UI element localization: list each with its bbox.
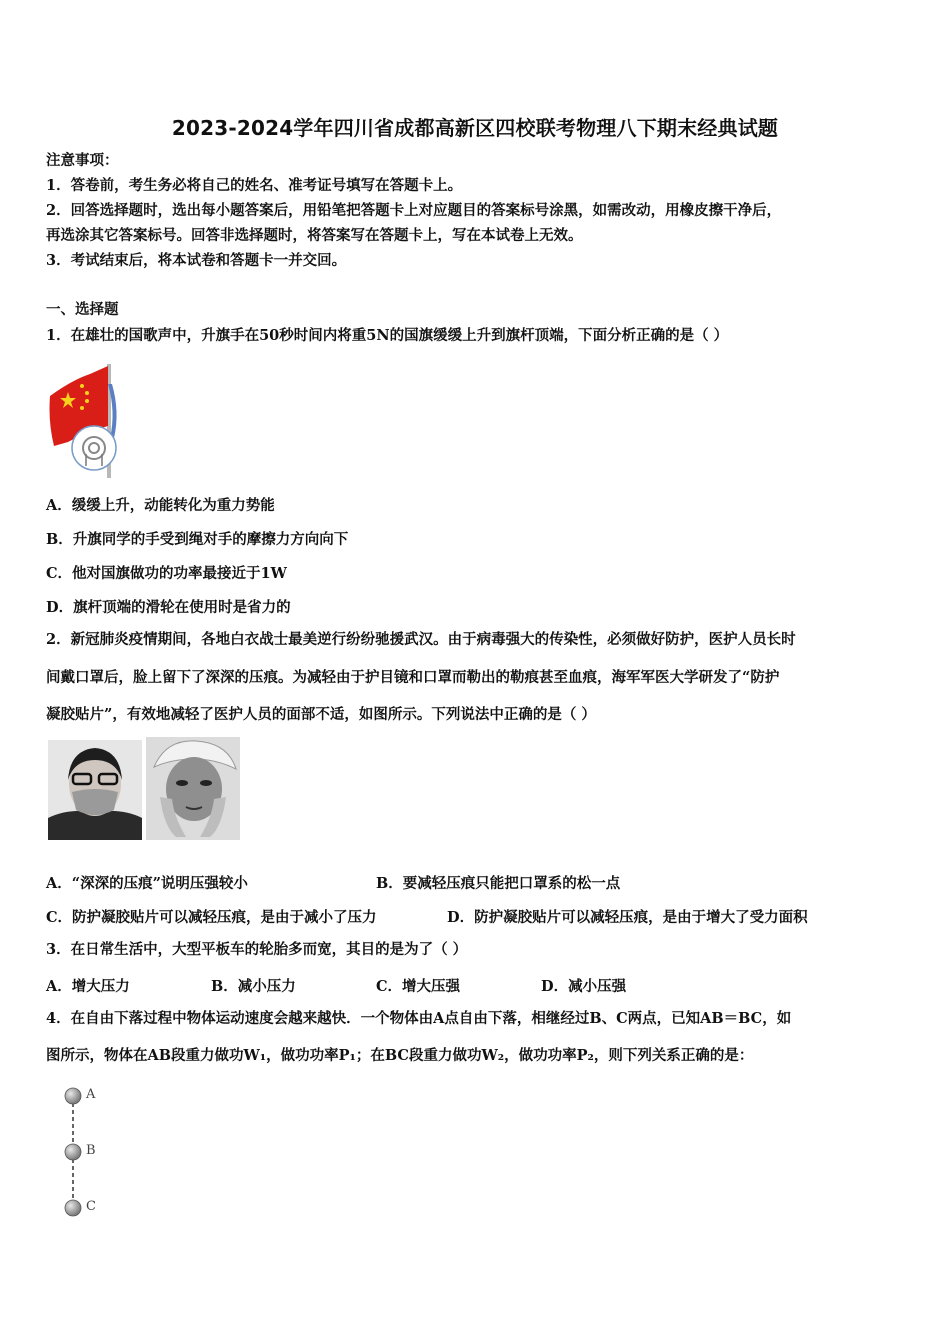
- point-a-ball: [65, 1088, 81, 1104]
- notice-item: 2．回答选择题时，选出每小题答案后，用铅笔把答题卡上对应题目的答案标号涂黑，如需改动，用橡皮擦干净后，: [46, 202, 782, 219]
- flag-icon: [46, 362, 122, 480]
- q2-stem-line: 间戴口罩后，脸上留下了深深的压痕。为减轻由于护目镜和口罩而勒出的勒痕甚至血痕，海军军医大学研发了“防护: [46, 669, 780, 686]
- q2-stem-line: 凝胶贴片”，有效地减轻了医护人员的面部不适，如图所示。下列说法中正确的是（ ）: [46, 706, 596, 723]
- q1-option-d: D．旗杆顶端的滑轮在使用时是省力的: [46, 599, 291, 616]
- notice-heading: 注意事项：: [46, 152, 119, 169]
- nurse-face-photo: [146, 737, 240, 837]
- q2-option-b: B．要减轻压痕只能把口罩系的松一点: [376, 875, 621, 892]
- q2-option-c: C．防护凝胶贴片可以减轻压痕，是由于减小了压力: [46, 909, 377, 926]
- q1-option-c: C．他对国旗做功的功率最接近于1W: [46, 565, 287, 582]
- point-b-ball: [65, 1144, 81, 1160]
- point-label-c: C: [86, 1199, 96, 1214]
- q1-option-a: A．缓缓上升，动能转化为重力势能: [46, 497, 275, 514]
- q4-stem-line: 4．在自由下落过程中物体运动速度会越来越快．一个物体由A点自由下落，相继经过B、C两点，已知AB＝BC，如: [46, 1010, 792, 1027]
- q4-stem-line: 图所示，物体在AB段重力做功W₁，做功功率P₁；在BC段重力做功W₂，做功功率P₂，则下列关系正确的是：: [46, 1047, 754, 1064]
- section-heading: 一、选择题: [46, 301, 119, 318]
- point-label-a: A: [86, 1087, 96, 1102]
- q2-stem-line: 2．新冠肺炎疫情期间，各地白衣战士最美逆行纷纷驰援武汉。由于病毒强大的传染性，必须做好防护，医护人员长时: [46, 631, 796, 648]
- page-title: 2023-2024学年四川省成都高新区四校联考物理八下期末经典试题: [171, 116, 779, 140]
- q3-stem: 3．在日常生活中，大型平板车的轮胎多而宽，其目的是为了（ ）: [46, 941, 468, 958]
- notice-item: 再选涂其它答案标号。回答非选择题时，将答案写在答题卡上，写在本试卷上无效。: [46, 227, 583, 244]
- q3-option-d: D．减小压强: [541, 978, 627, 995]
- notice-item: 3．考试结束后，将本试卷和答题卡一并交回。: [46, 252, 347, 269]
- point-c-ball: [65, 1200, 81, 1216]
- q3-option-c: C．增大压强: [376, 978, 461, 995]
- notice-item: 1．答卷前，考生务必将自己的姓名、准考证号填写在答题卡上。: [46, 177, 463, 194]
- point-label-b: B: [86, 1143, 96, 1158]
- q1-stem: 1．在雄壮的国歌声中，升旗手在50秒时间内将重5N的国旗缓缓上升到旗杆顶端，下面分析正确的是（ ）: [46, 327, 729, 344]
- flag-figure: [46, 362, 122, 480]
- q2-option-d: D．防护凝胶贴片可以减轻压痕，是由于增大了受力面积: [447, 909, 808, 926]
- q1-option-b: B．升旗同学的手受到绳对手的摩擦力方向向下: [46, 531, 349, 548]
- q3-option-a: A．增大压力: [46, 978, 130, 995]
- q3-option-b: B．减小压力: [211, 978, 296, 995]
- masked-face-photo: [48, 740, 142, 840]
- falling-object-diagram: [60, 1083, 120, 1218]
- q2-option-a: A．“深深的压痕”说明压强较小: [46, 875, 248, 892]
